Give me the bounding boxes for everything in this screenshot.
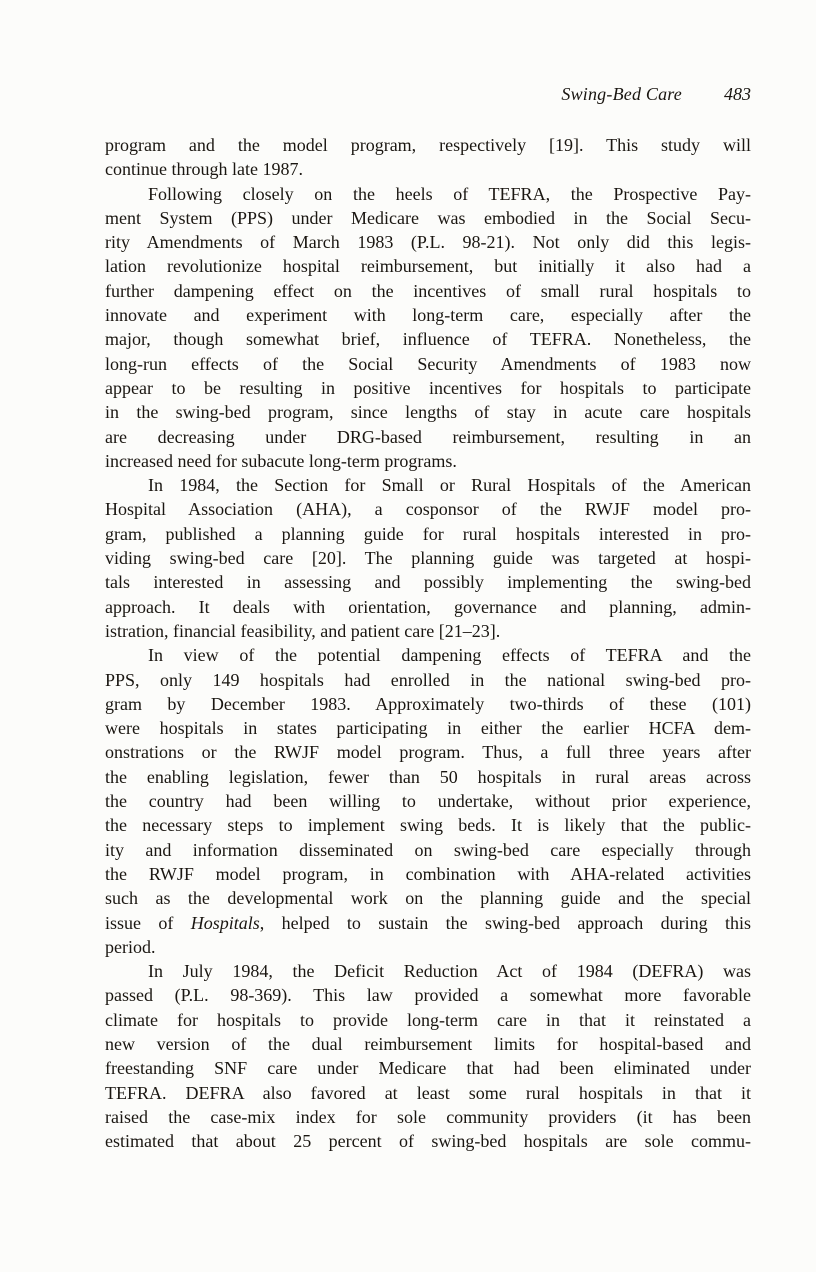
text-line xyxy=(105,692,751,716)
text-run: Following closely on the heels of TEFRA, the Prospective Pay- xyxy=(148,183,751,204)
text-run: estimated that about 25 percent of swing-bed hospitals are sole commu- xyxy=(105,1131,751,1152)
text-line xyxy=(105,959,751,983)
text-run: PPS, only 149 hospitals had enrolled in the national swing-bed pro- xyxy=(105,669,751,690)
text-line xyxy=(105,376,751,400)
text-run: TEFRA. DEFRA also favored at least some rural hospitals in that it xyxy=(105,1082,751,1103)
text-line xyxy=(105,206,751,230)
text-line xyxy=(105,230,751,254)
text-run: In view of the potential dampening effects of TEFRA and the xyxy=(148,645,751,666)
text-run: were hospitals in states participating in either the earlier HCFA dem- xyxy=(105,718,751,739)
text-run: tals interested in assessing and possibly implementing the swing-bed xyxy=(105,572,751,593)
text-run: new version of the dual reimbursement limits for hospital-based and xyxy=(105,1033,751,1054)
text-line xyxy=(105,449,751,473)
text-run: the necessary steps to implement swing beds. It is likely that the public- xyxy=(105,815,751,836)
text-line xyxy=(105,425,751,449)
text-line xyxy=(105,1008,751,1032)
text-line xyxy=(105,157,751,181)
text-run: gram by December 1983. Approximately two-thirds of these (101) xyxy=(105,693,751,714)
text-run: period. xyxy=(105,936,156,957)
text-run: major, though somewhat brief, influence of TEFRA. Nonetheless, the xyxy=(105,329,751,350)
text-line xyxy=(105,862,751,886)
text-run: long-run effects of the Social Security Amendments of 1983 now xyxy=(105,353,751,374)
text-line xyxy=(105,838,751,862)
running-head-title: Swing-Bed Care xyxy=(561,84,682,104)
text-run: ment System (PPS) under Medicare was embodied in the Social Secu- xyxy=(105,207,751,228)
text-run: freestanding SNF care under Medicare that had been eliminated under xyxy=(105,1058,751,1079)
text-run: rity Amendments of March 1983 (P.L. 98-21). Not only did this legis- xyxy=(105,232,751,253)
text-run: the enabling legislation, fewer than 50 hospitals in rural areas across xyxy=(105,766,751,787)
text-line xyxy=(105,983,751,1007)
text-run: onstrations or the RWJF model program. Thus, a full three years after xyxy=(105,742,751,763)
text-run: increased need for subacute long-term programs. xyxy=(105,450,457,471)
text-line xyxy=(105,546,751,570)
text-line xyxy=(105,935,751,959)
text-line xyxy=(105,182,751,206)
text-run: further dampening effect on the incentives of small rural hospitals to xyxy=(105,280,751,301)
text-line xyxy=(105,570,751,594)
text-line xyxy=(105,619,751,643)
text-run: approach. It deals with orientation, governance and planning, admin- xyxy=(105,596,751,617)
page-number: 483 xyxy=(724,84,751,104)
text-run: istration, financial feasibility, and patient care [21–23]. xyxy=(105,620,501,641)
text-run: lation revolutionize hospital reimbursement, but initially it also had a xyxy=(105,256,751,277)
text-line xyxy=(105,740,751,764)
text-line xyxy=(105,1032,751,1056)
text-run: climate for hospitals to provide long-term care in that it reinstated a xyxy=(105,1009,751,1030)
text-line xyxy=(105,813,751,837)
text-run: raised the case-mix index for sole community providers (it has been xyxy=(105,1106,751,1127)
text-line xyxy=(105,1081,751,1105)
text-run: program and the model program, respectively [19]. This study will xyxy=(105,135,751,155)
text-line xyxy=(105,1056,751,1080)
text-run: In 1984, the Section for Small or Rural Hospitals of the American xyxy=(148,475,751,496)
text-line xyxy=(105,789,751,813)
text-run: continue through late 1987. xyxy=(105,159,303,180)
text-line xyxy=(105,1105,751,1129)
text-run: appear to be resulting in positive incentives for hospitals to participate xyxy=(105,377,751,398)
text-line xyxy=(105,668,751,692)
text-run: the RWJF model program, in combination with AHA-related activities xyxy=(105,863,751,884)
italic-journal-title: Hospitals xyxy=(190,912,260,933)
text-run: in the swing-bed program, since lengths of stay in acute care hospitals xyxy=(105,402,751,423)
text-line xyxy=(105,303,751,327)
text-line xyxy=(105,352,751,376)
text-line xyxy=(105,497,751,521)
text-line xyxy=(105,643,751,667)
text-line xyxy=(105,911,751,935)
text-line xyxy=(105,716,751,740)
text-line xyxy=(105,595,751,619)
text-line xyxy=(105,765,751,789)
text-run: In July 1984, the Deficit Reduction Act of 1984 (DEFRA) was xyxy=(148,961,751,982)
text-line xyxy=(105,1129,751,1153)
text-line xyxy=(105,886,751,910)
text-run: , helped to sustain the swing-bed approach during this xyxy=(259,912,751,933)
text-run: passed (P.L. 98-369). This law provided a somewhat more favorable xyxy=(105,985,751,1006)
text-line xyxy=(105,473,751,497)
text-run: Hospital Association (AHA), a cosponsor of the RWJF model pro- xyxy=(105,499,751,520)
text-run: are decreasing under DRG-based reimbursement, resulting in an xyxy=(105,426,751,447)
text-run: gram, published a planning guide for rural hospitals interested in pro- xyxy=(105,523,751,544)
text-line xyxy=(105,327,751,351)
text-line xyxy=(105,400,751,424)
text-run: innovate and experiment with long-term care, especially after the xyxy=(105,305,751,326)
text-run: such as the developmental work on the planning guide and the special xyxy=(105,888,751,909)
text-run: issue of xyxy=(105,912,191,933)
body-text xyxy=(105,133,751,1153)
text-run: viding swing-bed care [20]. The planning guide was targeted at hospi- xyxy=(105,548,751,569)
running-header xyxy=(105,82,751,106)
text-line xyxy=(105,133,751,157)
text-line xyxy=(105,522,751,546)
text-line xyxy=(105,254,751,278)
text-run: ity and information disseminated on swing-bed care especially through xyxy=(105,839,751,860)
text-line xyxy=(105,279,751,303)
text-run: the country had been willing to undertake, without prior experience, xyxy=(105,791,751,812)
